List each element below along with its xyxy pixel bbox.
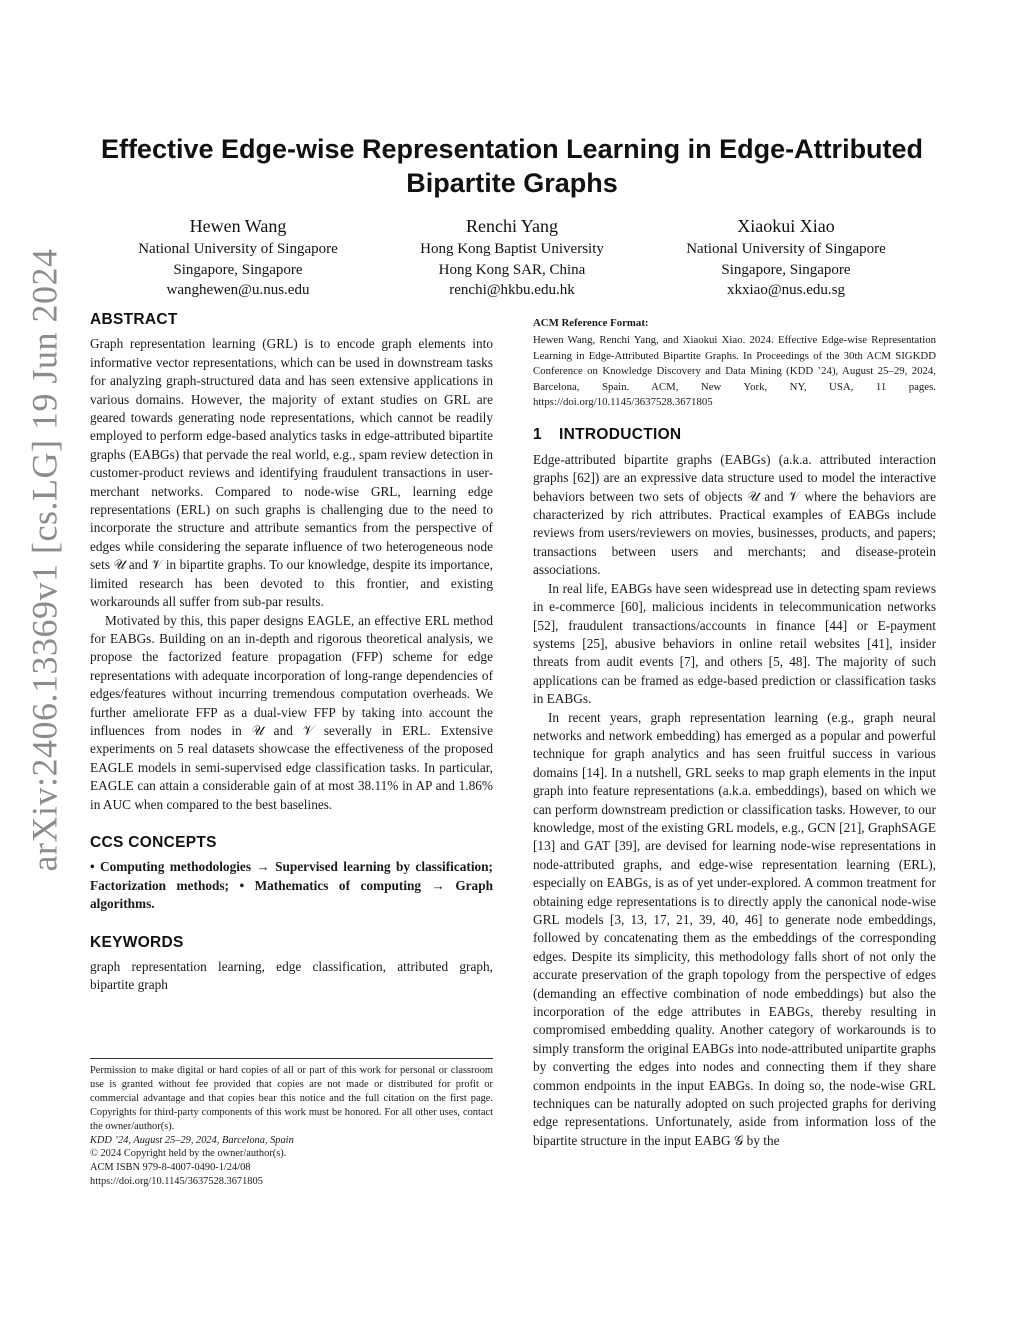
author-name: Hewen Wang — [189, 216, 287, 236]
abstract-paragraph-2: Motivated by this, this paper designs EAGLE, an effective ERL method for EABGs. Building on an in-depth and rigorous theoretical analysis, we propose the factorized feature propagation (FFP) scheme for edge representations with adequate incorporation of long-range dependencies of edges/features without incurring tremendous computation overheads. We further ameliorate FFP as a dual-view FFP by taking into account the influences from nodes in 𝒰 and 𝒱 severally in ERL. Extensive experiments on 5 real datasets showcase the effectiveness of the proposed EAGLE models in semi-supervised edge classification tasks. In particular, EAGLE can attain a considerable gain of at most 38.11% in AP and 1.86% in AUC when compared to the best baselines. — [90, 612, 493, 812]
intro-paragraph-2: In real life, EABGs have seen widespread use in detecting spam reviews in e-commerce [60], malicious incidents in telecommunication networks [52], fraudulent transactions/accounts in finance [44] or E-payment systems [25], abusive behaviors in online retail websites [41], insider threats from audit events [7], and others [5, 48]. The majority of such applications can be framed as edge-based prediction or classification tasks in EABGs. — [533, 580, 936, 707]
footnote-divider — [90, 1058, 493, 1059]
abstract-paragraph-1: Graph representation learning (GRL) is to encode graph elements into informative vector representations, which can be used in downstream tasks for analyzing graph-structured data and has seen extensive applications in various domains. However, the majority of extant studies on GRL are geared towards generating node representations, which cannot be readily employed to perform edge-based analytics tasks in edge-attributed bipartite graphs (EABGs) that pervade the real world, e.g., spam review detection in customer-product reviews and identifying fraudulent transactions in user-merchant networks. Compared to node-wise GRL, learning edge representations (ERL) on such graphs is challenging due to the need to incorporate the structure and attribute semantics from the perspective of edges while considering the separate influence of two heterogeneous node sets 𝒰 and 𝒱 in bipartite graphs. To our knowledge, despite its importance, limited research has been devoted to this frontier, and existing workarounds all suffer from sub-par results. — [90, 336, 493, 610]
author-block-2 — [384, 215, 640, 301]
author-block-3 — [658, 215, 914, 301]
author-location: Singapore, Singapore — [721, 261, 851, 278]
paper-title — [80, 132, 944, 200]
ccs-concepts-text: • Computing methodologies → Supervised learning by classification; Factorization methods; • Mathematics of computing → Graph algorithms. — [90, 859, 493, 912]
author-name: Renchi Yang — [465, 216, 558, 236]
keywords-text: graph representation learning, edge classification, attributed graph, bipartite graph — [90, 959, 493, 993]
author-affiliation: National University of Singapore — [686, 241, 886, 257]
doi-link[interactable]: https://doi.org/10.1145/3637528.3671805 — [90, 1176, 263, 1188]
section-title: INTRODUCTION — [559, 426, 682, 444]
left-column — [90, 311, 493, 995]
conference-info: KDD ’24, August 25–29, 2024, Barcelona, Spain — [90, 1134, 294, 1146]
ccs-heading: CCS CONCEPTS — [90, 833, 217, 851]
author-block-1 — [110, 215, 366, 301]
author-email: xkxiao@nus.edu.sg — [727, 282, 845, 298]
acm-reference-text: Hewen Wang, Renchi Yang, and Xiaokui Xiao. 2024. Effective Edge-wise Representation Learning in Edge-Attributed Bipartite Graphs. In Proceedings of the 30th ACM SIGKDD Conference on Knowledge Discovery and Data Mining (KDD ’24), August 25–29, 2024, Barcelona, Spain. ACM, New York, NY, USA, 11 pages. https://doi.org/10.1145/3637528.3671805 — [533, 334, 936, 409]
acm-reference-heading: ACM Reference Format: — [533, 317, 649, 329]
introduction-heading — [533, 426, 936, 444]
abstract-heading: ABSTRACT — [90, 311, 178, 328]
intro-paragraph-1: Edge-attributed bipartite graphs (EABGs) (a.k.a. attributed interaction graphs [62]) are an expressive data structure used to model the interactive behaviors between two sets of objects 𝒰 and 𝒱 where the behaviors are characterized by rich attributes. Practical examples of EABGs include reviews from users/reviewers on movies, businesses, products, and papers; transactions between users and merchants; and disease-protein associations. — [533, 451, 936, 578]
copyright-footnote — [90, 1058, 493, 1189]
section-number: 1 — [533, 426, 542, 444]
author-affiliation: Hong Kong Baptist University — [420, 241, 604, 257]
author-location: Hong Kong SAR, China — [438, 261, 586, 278]
arxiv-identifier: arXiv:2406.13369v1 [cs.LG] 19 Jun 2024 — [24, 248, 64, 872]
author-email: renchi@hkbu.edu.hk — [449, 282, 575, 298]
title-line-1: Effective Edge-wise Representation Learning in Edge-Attributed — [100, 134, 924, 164]
keywords-heading: KEYWORDS — [90, 933, 184, 951]
title-line-2: Bipartite Graphs — [406, 168, 618, 198]
isbn-line: ACM ISBN 979-8-4007-0490-1/24/08 — [90, 1162, 251, 1174]
author-email: wanghewen@u.nus.edu — [166, 282, 310, 298]
author-affiliation: National University of Singapore — [138, 241, 338, 257]
permission-notice: Permission to make digital or hard copies of all or part of this work for personal or classroom use is granted without fee provided that copies are not made or distributed for profit or commercial advantage and that copies bear this notice and the full citation on the first page. Copyrights for third-party components of this work must be honored. For all other uses, contact the owner/author(s). — [90, 1065, 493, 1132]
author-location: Singapore, Singapore — [173, 261, 303, 278]
right-column — [533, 316, 936, 1150]
copyright-line: © 2024 Copyright held by the owner/author(s). — [90, 1148, 287, 1160]
author-name: Xiaokui Xiao — [737, 216, 835, 236]
intro-paragraph-3: In recent years, graph representation learning (e.g., graph neural networks and network embedding) has emerged as a popular and powerful technique for graph analytics and has seen fruitful success in various domains [14]. In a nutshell, GRL seeks to map graph elements in the input graph into feature representations (a.k.a. embeddings), based on which we can perform downstream prediction or classification tasks. However, to our knowledge, most of the existing GRL models, e.g., GCN [21], GraphSAGE [13] and GAT [39], are devised for learning node-wise representations in node-attributed graphs, and edge-wise representation learning (ERL), especially on EABGs, is as of yet under-explored. A common treatment for obtaining edge representations is to directly apply the canonical node-wise GRL models [3, 13, 17, 21, 39, 40, 46] to generate node embeddings, followed by concatenating them as the embeddings of the corresponding edges. Despite its simplicity, this methodology falls short of not only the accurate preservation of the graph topology from the perspective of edges (demanding an effective combination of node embeddings) but also the incorporation of the edge attributes in EABGs, thereby resulting in compromised embedding quality. Another category of workarounds is to simply transform the original EABGs into node-attributed unipartite graphs by converting the edges into nodes and connecting them if they share common endpoints in the input EABGs. In doing so, the node-wise GRL techniques can be naturally adopted on such projected graphs for deriving edge representations. Unfortunately, aside from information loss of the bipartite structure in the input EABG 𝒢 by the — [533, 709, 936, 1148]
